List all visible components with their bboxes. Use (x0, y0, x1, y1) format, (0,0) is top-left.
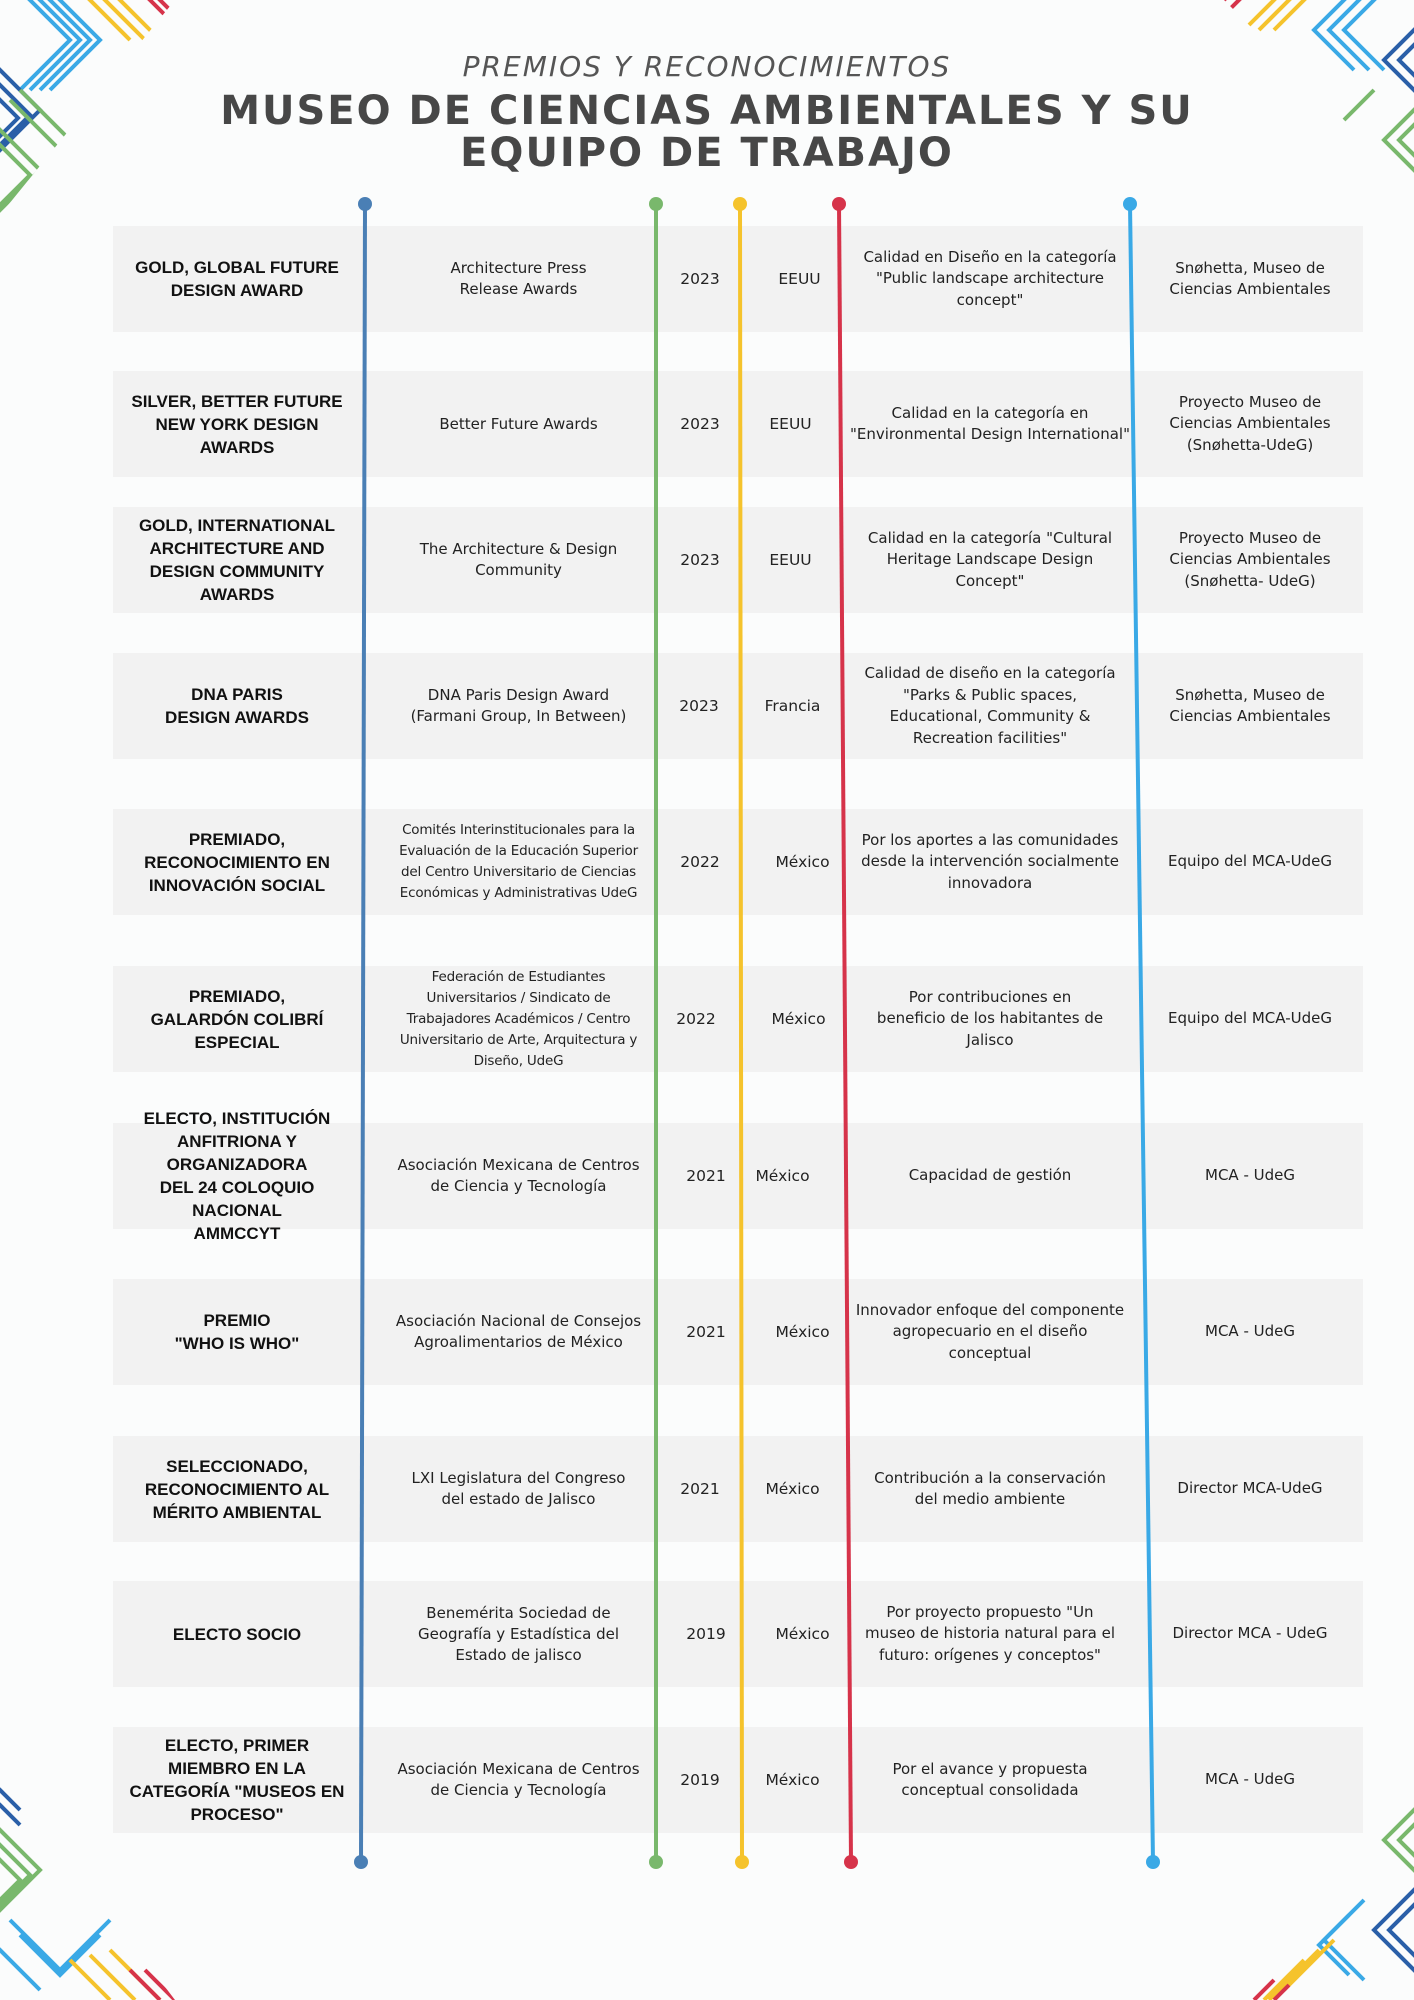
award-name-cell-line: ANFITRIONA Y ORGANIZADORA (166, 1132, 308, 1174)
institution-cell-line: Evaluación de la Educación Superior (399, 843, 638, 859)
institution-cell-line: de Ciencia y Tecnología (430, 1781, 607, 1799)
award-name-cell-line: ELECTO, INSTITUCIÓN (143, 1109, 331, 1128)
institution-cell-line: del Centro Universitario de Ciencias (400, 864, 637, 880)
green-timeline-line-end-dot (649, 1855, 663, 1869)
institution-cell-line: Benemérita Sociedad de (426, 1603, 611, 1622)
award-name-cell-line: DESIGN AWARD (170, 281, 304, 300)
red-timeline-line-start-dot (832, 197, 846, 211)
award-name-cell-line: DESIGN AWARDS (165, 708, 309, 727)
institution-cell-line: Universitario de Arte, Arquitectura y (399, 1031, 638, 1048)
institution-cell-line: del estado de Jalisco (441, 1490, 596, 1508)
reason-cell-line: museo de historia natural para el (864, 1624, 1116, 1643)
institution-cell-line: Universitarios / Sindicato de (426, 989, 611, 1006)
team-cell-line: Director MCA-UdeG (1177, 1479, 1323, 1498)
year-cell-text: 2021 (686, 1323, 726, 1341)
award-name-cell-line: MIEMBRO EN LA (168, 1759, 306, 1778)
team-cell-line: Snøhetta, Museo de (1175, 258, 1325, 277)
reason-cell-line: Contribución a la conservación (874, 1468, 1106, 1487)
institution-cell-line: Architecture Press (450, 259, 587, 277)
country-cell-text: México (771, 1010, 826, 1028)
year-cell-text: 2023 (680, 551, 720, 569)
green-timeline-line-start-dot (649, 197, 663, 211)
award-name-cell-line: AMMCCYT (193, 1224, 281, 1243)
team-cell-line: Equipo del MCA-UdeG (1168, 852, 1332, 871)
country-cell-text: México (775, 1323, 830, 1341)
team-cell-line: Snøhetta, Museo de (1175, 685, 1325, 704)
reason-cell-line: Por los aportes a las comunidades (861, 830, 1119, 849)
institution-cell-line: Federación de Estudiantes (431, 968, 606, 985)
year-cell-text: 2019 (680, 1771, 720, 1789)
country-cell-text: EEUU (778, 270, 821, 288)
reason-cell-line: Por contribuciones en (908, 987, 1072, 1006)
reason-cell-line: Recreation facilities" (912, 728, 1068, 747)
reason-cell-line: Calidad en la categoría en (891, 403, 1089, 422)
award-name-cell-line: PREMIO (203, 1311, 271, 1330)
lightblue-timeline-line (1130, 204, 1153, 1862)
team-cell-line: Proyecto Museo de (1178, 528, 1322, 547)
institution-cell-line: Asociación Mexicana de Centros (397, 1760, 640, 1778)
reason-cell-line: Educational, Community & (889, 707, 1091, 725)
reason-cell-line: Capacidad de gestión (908, 1166, 1072, 1185)
institution-cell-line: Comités Interinstitucionales para la (402, 822, 635, 838)
award-name-cell-line: SILVER, BETTER FUTURE (131, 391, 343, 411)
award-name-cell-line: DEL 24 COLOQUIO NACIONAL (159, 1178, 315, 1220)
institution-cell-line: Release Awards (459, 280, 578, 298)
team-cell-line: Ciencias Ambientales (1169, 414, 1331, 433)
country-cell-text: EEUU (769, 415, 812, 433)
award-name-cell-line: NEW YORK DESIGN (155, 414, 319, 434)
award-name-cell-line: ARCHITECTURE AND (149, 539, 325, 558)
institution-cell-line: LXI Legislatura del Congreso (411, 1469, 626, 1487)
blue-timeline-line-end-dot (354, 1855, 368, 1869)
institution-cell-line: Better Future Awards (439, 414, 598, 433)
institution-cell-line: Geografía y Estadística del (417, 1624, 619, 1643)
country-cell-text: Francia (764, 697, 821, 715)
yellow-timeline-line-end-dot (735, 1855, 749, 1869)
institution-cell-line: (Farmani Group, In Between) (410, 707, 627, 725)
institution-cell-line: Agroalimentarios de México (414, 1333, 623, 1351)
team-cell-line: MCA - UdeG (1205, 1322, 1295, 1341)
institution-cell-line: Trabajadores Académicos / Centro (406, 1010, 631, 1027)
year-cell-text: 2023 (680, 415, 720, 433)
reason-cell-line: desde la intervención socialmente (861, 852, 1119, 871)
award-name-cell-line: ESPECIAL (194, 1032, 280, 1052)
reason-cell-line: Por el avance y propuesta (892, 1759, 1088, 1778)
award-name-cell-line: PREMIADO, (188, 829, 286, 849)
reason-cell-line: del medio ambiente (914, 1490, 1066, 1508)
award-name-cell-line: RECONOCIMIENTO EN (144, 852, 330, 872)
year-cell-text: 2021 (680, 1480, 720, 1498)
year-cell-text: 2023 (680, 270, 720, 288)
institution-cell-line: Estado de jalisco (455, 1645, 582, 1664)
institution-cell-line: Asociación Nacional de Consejos (395, 1312, 642, 1330)
award-name-cell-line: RECONOCIMIENTO AL (144, 1479, 330, 1499)
year-cell-text: 2023 (679, 697, 719, 715)
red-timeline-line-end-dot (844, 1855, 858, 1869)
year-cell-text: 2022 (676, 1010, 716, 1028)
lightblue-timeline-line-end-dot (1146, 1855, 1160, 1869)
institution-cell-line: The Architecture & Design (419, 540, 618, 558)
award-name-cell-line: PREMIADO, (188, 986, 286, 1006)
reason-cell-line: conceptual consolidada (901, 1781, 1079, 1799)
page-title-line-1: MUSEO DE CIENCIAS AMBIENTALES Y SU (220, 88, 1194, 134)
reason-cell-line: Innovador enfoque del componente (855, 1300, 1125, 1319)
country-cell-text: México (775, 1625, 830, 1643)
year-cell-text: 2021 (686, 1167, 726, 1185)
team-cell-line: (Snøhetta-UdeG) (1186, 435, 1314, 454)
lightblue-timeline-line-start-dot (1123, 197, 1137, 211)
red-timeline-line (839, 204, 851, 1862)
year-cell-text: 2022 (680, 853, 720, 871)
reason-cell-line: "Public landscape architecture (876, 269, 1104, 288)
award-name-cell-line: INNOVACIÓN SOCIAL (148, 875, 326, 895)
award-name-cell-line: DNA PARIS (191, 685, 283, 704)
reason-cell-line: Jalisco (966, 1030, 1014, 1049)
award-name-cell-line: AWARDS (199, 437, 275, 457)
team-cell-line: Equipo del MCA-UdeG (1168, 1009, 1332, 1028)
institution-cell-line: DNA Paris Design Award (427, 686, 610, 704)
institution-cell-line: Diseño, UdeG (473, 1052, 564, 1069)
reason-cell-line: Heritage Landscape Design (886, 550, 1094, 569)
reason-cell-line: Calidad en Diseño en la categoría (863, 247, 1117, 266)
country-cell-text: México (755, 1167, 810, 1185)
award-name-cell-line: AWARDS (199, 585, 275, 604)
team-cell-line: Director MCA - UdeG (1172, 1624, 1328, 1643)
yellow-timeline-line-start-dot (733, 197, 747, 211)
award-name-cell-line: ELECTO SOCIO (172, 1624, 302, 1644)
yellow-timeline-line (740, 204, 742, 1862)
blue-timeline-line-start-dot (358, 197, 372, 211)
institution-cell-line: Community (475, 561, 562, 579)
reason-cell-line: "Parks & Public spaces, (902, 685, 1078, 704)
team-cell-line: MCA - UdeG (1205, 1770, 1295, 1789)
team-cell-line: Ciencias Ambientales (1169, 280, 1331, 298)
reason-cell-line: Por proyecto propuesto "Un (886, 1602, 1094, 1621)
reason-cell-line: concept" (956, 290, 1024, 309)
year-cell-text: 2019 (686, 1625, 726, 1643)
reason-cell-line: "Environmental Design International" (850, 425, 1130, 443)
reason-cell-line: beneficio de los habitantes de (876, 1009, 1104, 1028)
reason-cell-line: agropecuario en el diseño (892, 1322, 1088, 1341)
team-cell-line: Ciencias Ambientales (1169, 550, 1331, 569)
institution-cell-line: Económicas y Administrativas UdeG (399, 885, 638, 901)
team-cell-line: MCA - UdeG (1205, 1166, 1295, 1185)
award-name-cell-line: SELECCIONADO, (166, 1456, 308, 1476)
reason-cell-line: Concept" (955, 571, 1025, 590)
award-name-cell-line: DESIGN COMMUNITY (149, 562, 325, 581)
reason-cell-line: Calidad en la categoría "Cultural (867, 528, 1113, 547)
award-name-cell-line: GALARDÓN COLIBRÍ (150, 1009, 324, 1029)
award-name-cell-line: ELECTO, PRIMER (164, 1736, 310, 1755)
award-name-cell-line: GOLD, INTERNATIONAL (138, 516, 336, 535)
page-title-line-2: EQUIPO DE TRABAJO (460, 130, 954, 176)
reason-cell-line: conceptual (948, 1343, 1032, 1362)
award-name-cell-line: "WHO IS WHO" (174, 1334, 300, 1353)
blue-timeline-line (361, 204, 365, 1862)
country-cell-text: México (775, 853, 830, 871)
award-name-cell-line: MÉRITO AMBIENTAL (152, 1502, 322, 1522)
reason-cell-line: Calidad de diseño en la categoría (864, 664, 1116, 682)
award-name-cell-line: PROCESO" (190, 1805, 284, 1824)
team-cell-line: Ciencias Ambientales (1169, 707, 1331, 725)
award-name-cell-line: GOLD, GLOBAL FUTURE (135, 258, 339, 277)
institution-cell-line: de Ciencia y Tecnología (430, 1177, 607, 1195)
page-subtitle: PREMIOS Y RECONOCIMIENTOS (462, 50, 952, 83)
country-cell-text: México (765, 1771, 820, 1789)
reason-cell-line: innovadora (947, 873, 1033, 892)
award-name-cell-line: CATEGORÍA "MUSEOS EN (129, 1782, 345, 1801)
country-cell-text: EEUU (769, 551, 812, 569)
institution-cell-line: Asociación Mexicana de Centros (397, 1156, 640, 1174)
team-cell-line: Proyecto Museo de (1178, 392, 1322, 411)
team-cell-line: (Snøhetta- UdeG) (1184, 571, 1316, 590)
country-cell-text: México (765, 1480, 820, 1498)
reason-cell-line: futuro: orígenes y conceptos" (879, 1645, 1101, 1664)
